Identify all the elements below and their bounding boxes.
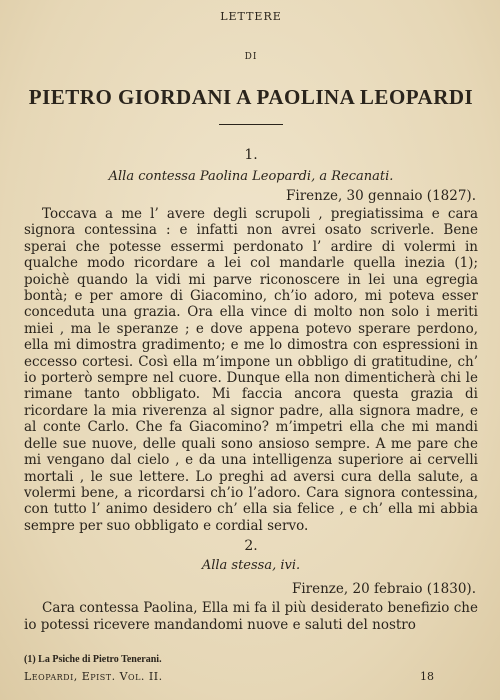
footnote: (1) La Psiche di Pietro Tenerani.: [24, 654, 162, 665]
letter-2-date: Firenze, 20 febraio (1830).: [291, 581, 476, 598]
letter-1-number: 1.: [244, 147, 258, 163]
letter-2-body: Cara contessa Paolina, Ella mi fa il più desiderato benefizio che io potessi ricevere mandandomi nuove e saluti del nostro: [24, 600, 478, 633]
letter-2-address: Alla stessa, ivi.: [201, 558, 301, 574]
letter-1-address: Alla contessa Paolina Leopardi, a Recanati.: [108, 169, 394, 184]
header-line-lettere: LETTERE: [220, 10, 282, 23]
page-number: 18: [420, 670, 434, 683]
page-title: PIETRO GIORDANI A PAOLINA LEOPARDI: [28, 85, 474, 109]
letter-1-body: Toccava a me l’ avere degli scrupoli , pregiatissima e cara signora contessina : e infatti non avrei osato scriverle. Bene sperai che potesse essermi perdonato l’ ardire di volermi in qualche modo ricordare a lei col mandarle quella inezia (1); poichè quando la vidi mi parve riconoscere in lei una egregia bontà; e per amore di Giacomino, ch’io adoro, mi poteva esser conceduta una grazia. Ora ella vince di molto non solo i meriti miei , ma le speranze ; e dove appena potevo sperare perdono, ella mi dimostra gradimento; e me lo dimostra con espressioni in eccesso cortesi. Così ella m’impone un obbligo di gratitudine, ch’ io porterò sempre nel cuore. Dunque ella non dimenticherà chi le rimane tanto obbligato. Mi faccia ancora questa grazia di ricordare la mia riverenza al signor padre, alla signora madre, e al conte Carlo. Che fa Giacomino? m’impetri ella che mi mandi delle sue nuove, delle quali sono ansioso sempre. A me pare che mi vengano dal cielo , e da una intelligenza superiore ai cervelli mortali , le sue lettere. Lo preghi ad aversi cura della salute, a volermi bene, a ricordarsi ch’io l’adoro. Cara signora contessina, con tutto l’ animo desidero ch’ ella sia felice , e ch’ ella mi abbia sempre per suo obbligato e cordial servo.: [24, 206, 478, 534]
page-footer: [24, 670, 434, 683]
running-title: Leopardi, Epist. Vol. II.: [24, 670, 163, 683]
header-line-di: DI: [244, 52, 258, 62]
title-divider: [219, 124, 283, 125]
letter-2-number: 2.: [244, 538, 258, 555]
letter-1-date: Firenze, 30 gennaio (1827).: [286, 188, 476, 204]
